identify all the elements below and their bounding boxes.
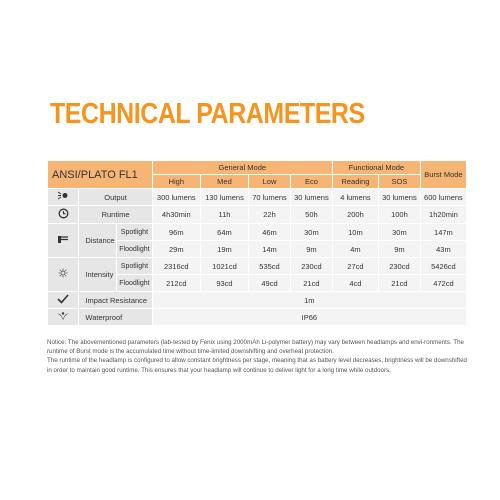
cell-dist-flood-low: 14m bbox=[249, 241, 291, 258]
row-label-output: Output bbox=[79, 189, 152, 206]
mode-med: Med bbox=[200, 175, 248, 189]
cell-dist-spot-eco: 30m bbox=[290, 224, 332, 241]
bulb-rays-icon bbox=[48, 189, 79, 206]
check-icon bbox=[48, 292, 79, 309]
row-label-distance: Distance bbox=[79, 224, 117, 258]
cell-output-sos: 30 lumens bbox=[378, 189, 420, 206]
cell-dist-spot-med: 64m bbox=[200, 224, 248, 241]
cell-int-flood-reading: 4cd bbox=[332, 275, 378, 292]
notice-paragraph-2: The runtime of the headlamp is configured to allow constant brightness per stage, meaning that as battery level decreases, brightness will be downshifted in order to maintain good runtime. This ensures that your headlamp will continue to deliver light for a long time while outdoors. bbox=[47, 357, 467, 374]
page-title: TECHNICAL PARAMETERS bbox=[50, 98, 365, 130]
cell-int-flood-sos: 21cd bbox=[378, 275, 420, 292]
cell-runtime-high: 4h30min bbox=[152, 206, 200, 224]
cell-int-flood-low: 49cd bbox=[249, 275, 291, 292]
cell-output-eco: 30 lumens bbox=[290, 189, 332, 206]
cell-int-flood-burst: 472cd bbox=[420, 275, 466, 292]
water-splash-icon bbox=[48, 309, 79, 326]
cell-runtime-med: 11h bbox=[200, 206, 248, 224]
cell-output-low: 70 lumens bbox=[249, 189, 291, 206]
row-label-waterproof: Waterproof bbox=[79, 309, 152, 326]
sun-icon bbox=[48, 258, 79, 292]
distance-floodlight-label: Floodlight bbox=[117, 241, 153, 258]
cell-impact-value: 1m bbox=[152, 292, 466, 309]
cell-dist-flood-reading: 4m bbox=[332, 241, 378, 258]
cell-int-spot-high: 2316cd bbox=[152, 258, 200, 275]
intensity-floodlight-label: Floodlight bbox=[117, 275, 153, 292]
mode-eco: Eco bbox=[290, 175, 332, 189]
model-name: ANSI/PLATO FL1 bbox=[48, 161, 153, 189]
functional-mode-header: Functional Mode bbox=[332, 161, 420, 175]
cell-int-spot-low: 535cd bbox=[249, 258, 291, 275]
cell-runtime-burst: 1h20min bbox=[420, 206, 466, 224]
cell-int-spot-reading: 27cd bbox=[332, 258, 378, 275]
cell-waterproof-value: IP66 bbox=[152, 309, 466, 326]
cell-dist-flood-eco: 9m bbox=[290, 241, 332, 258]
spec-table bbox=[47, 160, 467, 326]
cell-dist-flood-sos: 9m bbox=[378, 241, 420, 258]
row-label-intensity: Intensity bbox=[79, 258, 117, 292]
intensity-spotlight-label: Spotlight bbox=[117, 258, 153, 275]
cell-dist-flood-high: 29m bbox=[152, 241, 200, 258]
cell-dist-spot-low: 46m bbox=[249, 224, 291, 241]
clock-icon bbox=[48, 206, 79, 224]
cell-dist-flood-burst: 43m bbox=[420, 241, 466, 258]
general-mode-header: General Mode bbox=[152, 161, 332, 175]
cell-dist-spot-high: 96m bbox=[152, 224, 200, 241]
cell-output-high: 300 lumens bbox=[152, 189, 200, 206]
cell-dist-spot-burst: 147m bbox=[420, 224, 466, 241]
cell-int-spot-eco: 230cd bbox=[290, 258, 332, 275]
row-label-impact: Impact Resistance bbox=[79, 292, 152, 309]
cell-output-med: 130 lumens bbox=[200, 189, 248, 206]
cell-int-flood-eco: 21cd bbox=[290, 275, 332, 292]
cell-int-spot-sos: 230cd bbox=[378, 258, 420, 275]
cell-runtime-reading: 200h bbox=[332, 206, 378, 224]
cell-dist-flood-med: 19m bbox=[200, 241, 248, 258]
distance-spotlight-label: Spotlight bbox=[117, 224, 153, 241]
cell-runtime-eco: 50h bbox=[290, 206, 332, 224]
mode-high: High bbox=[152, 175, 200, 189]
notice-paragraph-1: Notice: The abovementioned parameters (lab-tested by Fenix using 2000mAh Li-polymer battery) may vary between headlamps and envi-ronments. The runtime of Burst mode is the accumulated time without time-limited downshifting and overheat protection. bbox=[47, 339, 464, 356]
row-label-runtime: Runtime bbox=[79, 206, 152, 224]
notice-text bbox=[47, 338, 472, 375]
mode-reading: Reading bbox=[332, 175, 378, 189]
cell-output-reading: 4 lumens bbox=[332, 189, 378, 206]
cell-int-flood-high: 212cd bbox=[152, 275, 200, 292]
mode-low: Low bbox=[249, 175, 291, 189]
cell-dist-spot-reading: 10m bbox=[332, 224, 378, 241]
cell-dist-spot-sos: 30m bbox=[378, 224, 420, 241]
beam-icon bbox=[48, 224, 79, 258]
cell-runtime-sos: 100h bbox=[378, 206, 420, 224]
cell-int-spot-med: 1021cd bbox=[200, 258, 248, 275]
burst-mode-header: Burst Mode bbox=[420, 161, 466, 189]
cell-runtime-low: 22h bbox=[249, 206, 291, 224]
cell-output-burst: 600 lumens bbox=[420, 189, 466, 206]
cell-int-flood-med: 93cd bbox=[200, 275, 248, 292]
cell-int-spot-burst: 5426cd bbox=[420, 258, 466, 275]
mode-sos: SOS bbox=[378, 175, 420, 189]
